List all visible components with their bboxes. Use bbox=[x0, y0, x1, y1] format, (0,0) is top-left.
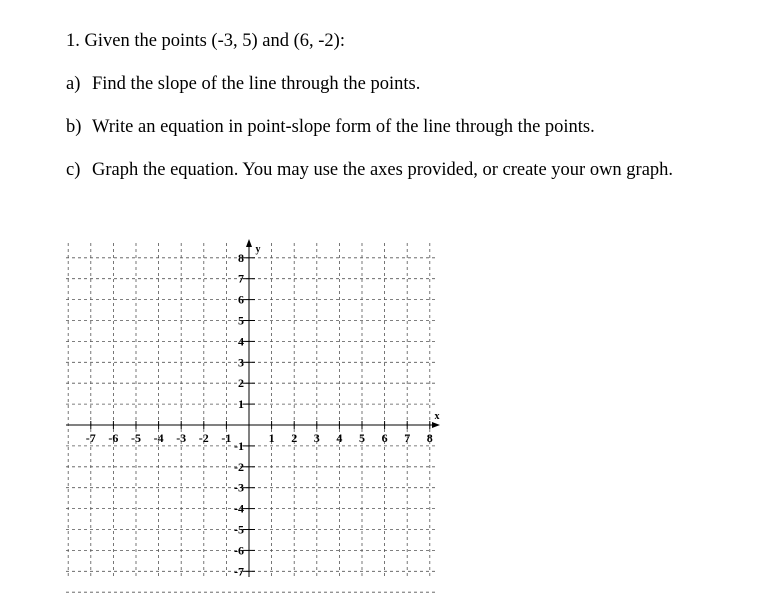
x-tick-label: -5 bbox=[131, 431, 141, 445]
x-tick-label: 5 bbox=[359, 431, 365, 445]
x-tick-label: -6 bbox=[108, 431, 119, 445]
x-tick-label: -4 bbox=[153, 431, 164, 445]
y-tick-label: 3 bbox=[238, 355, 244, 370]
x-tick-label: -3 bbox=[176, 431, 187, 445]
y-tick-label: -3 bbox=[234, 480, 244, 495]
part-a-letter: a) bbox=[66, 74, 81, 94]
y-tick-label: 7 bbox=[238, 271, 244, 286]
y-tick-label: 8 bbox=[238, 250, 244, 265]
x-tick-label: -1 bbox=[221, 431, 232, 445]
x-tick-label: 2 bbox=[291, 431, 298, 445]
y-tick-label: -6 bbox=[234, 543, 244, 558]
y-axis-label: y bbox=[255, 244, 261, 255]
y-tick-label: 1 bbox=[238, 397, 244, 412]
part-b-letter: b) bbox=[66, 117, 82, 137]
y-tick-label: -1 bbox=[234, 438, 244, 453]
y-tick-label: 4 bbox=[238, 334, 244, 349]
question-title: 1. Given the points (-3, 5) and (6, -2): bbox=[66, 31, 345, 51]
x-axis-arrow bbox=[432, 422, 440, 428]
part-a-text: Find the slope of the line through the points. bbox=[92, 74, 421, 94]
x-tick-label: 8 bbox=[426, 431, 433, 445]
y-tick-label: -4 bbox=[234, 501, 244, 516]
x-tick-label: 3 bbox=[313, 431, 320, 445]
y-tick-label: 5 bbox=[238, 313, 244, 328]
x-tick-label: 4 bbox=[336, 431, 343, 445]
x-tick-label: -2 bbox=[198, 431, 209, 445]
part-b-text: Write an equation in point-slope form of the line through the points. bbox=[92, 117, 595, 137]
y-axis-arrow bbox=[246, 239, 252, 247]
x-tick-label: 7 bbox=[404, 431, 411, 445]
y-tick-label: 6 bbox=[238, 292, 244, 307]
y-tick-label: 2 bbox=[238, 376, 244, 391]
y-tick-label: -7 bbox=[234, 564, 244, 579]
part-c-letter: c) bbox=[66, 160, 81, 180]
tick-labels bbox=[86, 244, 440, 578]
x-tick-label: -7 bbox=[85, 431, 96, 445]
y-tick-label: -2 bbox=[234, 459, 244, 474]
x-tick-label: 1 bbox=[268, 431, 275, 445]
axes bbox=[66, 239, 440, 577]
x-axis-label: x bbox=[434, 411, 440, 422]
y-tick-label: -5 bbox=[234, 522, 244, 537]
grid-lines bbox=[66, 243, 437, 592]
x-tick-label: 6 bbox=[381, 431, 388, 445]
part-c-text: Graph the equation. You may use the axes provided, or create your own graph. bbox=[92, 160, 674, 180]
